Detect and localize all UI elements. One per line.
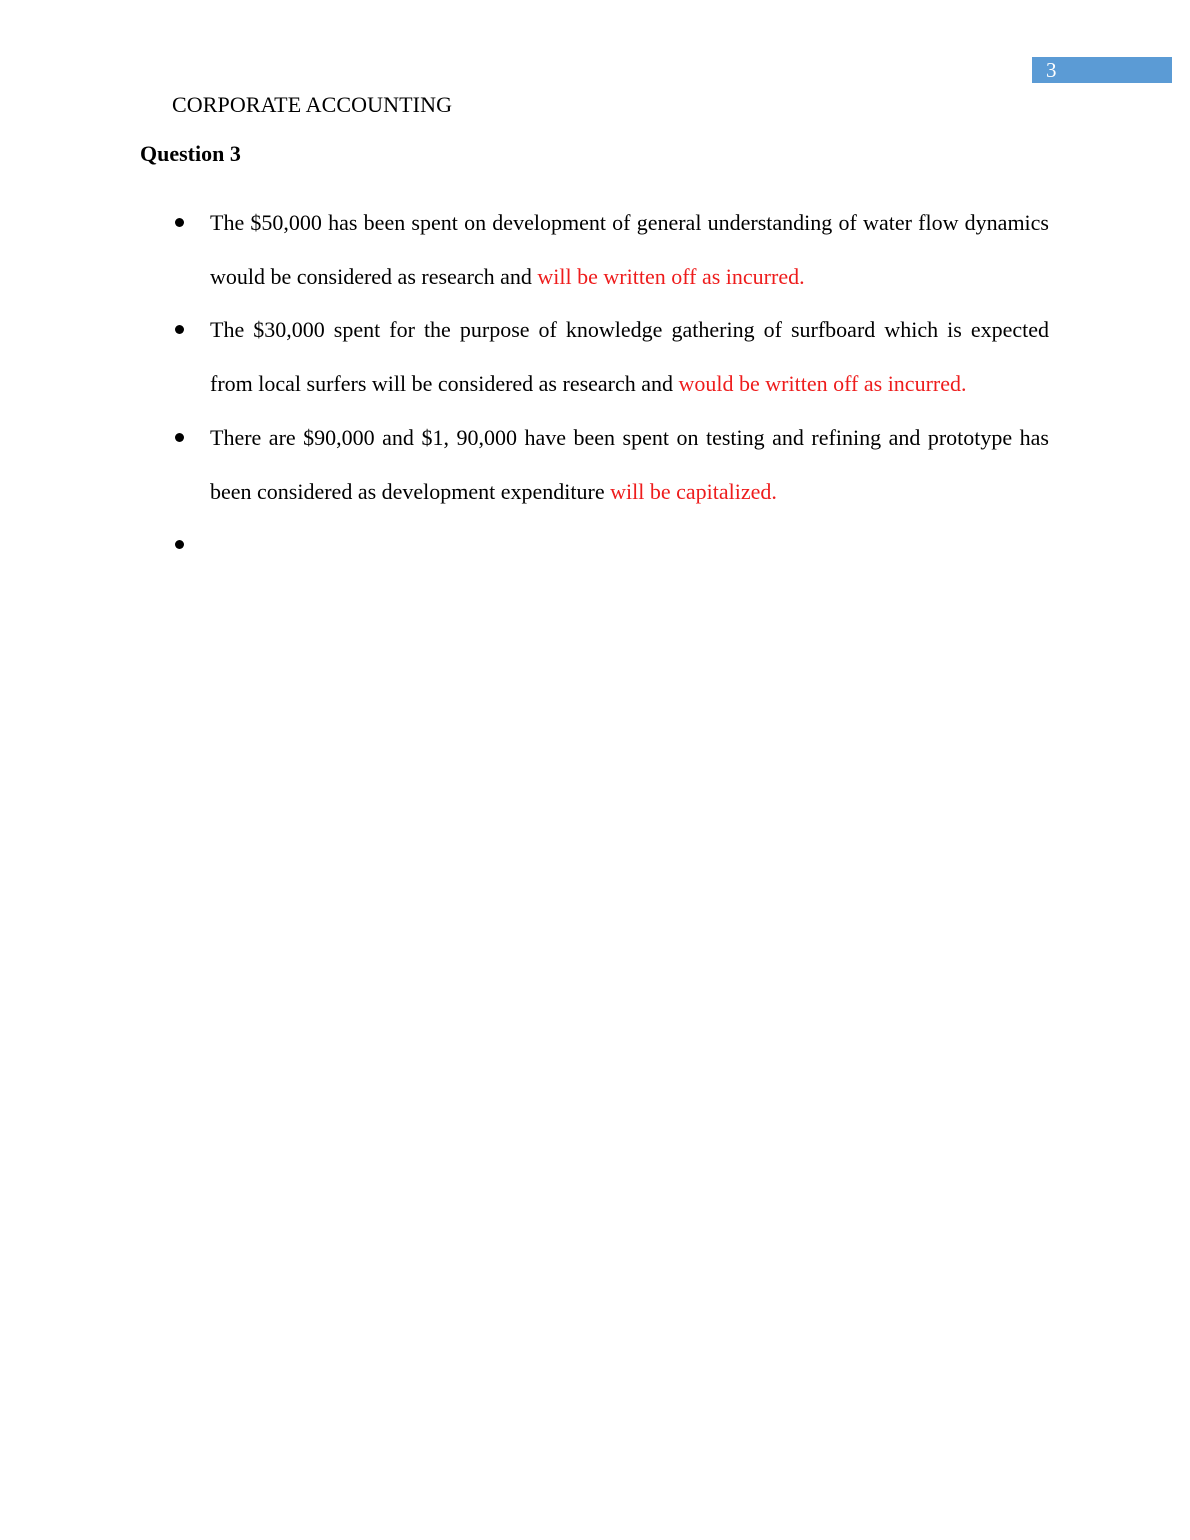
bullet-list bbox=[0, 196, 1190, 572]
question-heading: Question 3 bbox=[140, 141, 241, 166]
page-number-badge bbox=[1032, 57, 1172, 83]
bullet-body: There are $90,000 and $1, 90,000 have been spent on testing and refining and prototype has been considered as development expenditure bbox=[210, 424, 1049, 504]
bullet-highlight: will be written off as incurred. bbox=[537, 263, 805, 289]
list-item bbox=[0, 411, 1190, 518]
page-number: 3 bbox=[1046, 58, 1057, 82]
bullet-icon bbox=[175, 433, 184, 442]
running-head: CORPORATE ACCOUNTING bbox=[172, 92, 453, 117]
list-item-text bbox=[210, 196, 1049, 303]
bullet-body: The $30,000 spent for the purpose of knowledge gathering of surfboard which is expected from local surfers will be considered as research and bbox=[210, 317, 1049, 397]
bullet-highlight: would be written off as incurred. bbox=[678, 371, 967, 397]
bullet-body: The $50,000 has been spent on development of general understanding of water flow dynamics would be considered as research and bbox=[210, 210, 1049, 289]
bullet-highlight: will be capitalized. bbox=[610, 478, 777, 504]
list-item-text bbox=[210, 411, 1049, 518]
list-item-empty bbox=[0, 518, 1190, 572]
list-item bbox=[0, 303, 1190, 410]
bullet-icon bbox=[175, 218, 184, 227]
list-item bbox=[0, 196, 1190, 303]
bullet-icon bbox=[175, 325, 184, 334]
bullet-icon bbox=[175, 540, 184, 549]
list-item-text bbox=[210, 303, 1049, 410]
